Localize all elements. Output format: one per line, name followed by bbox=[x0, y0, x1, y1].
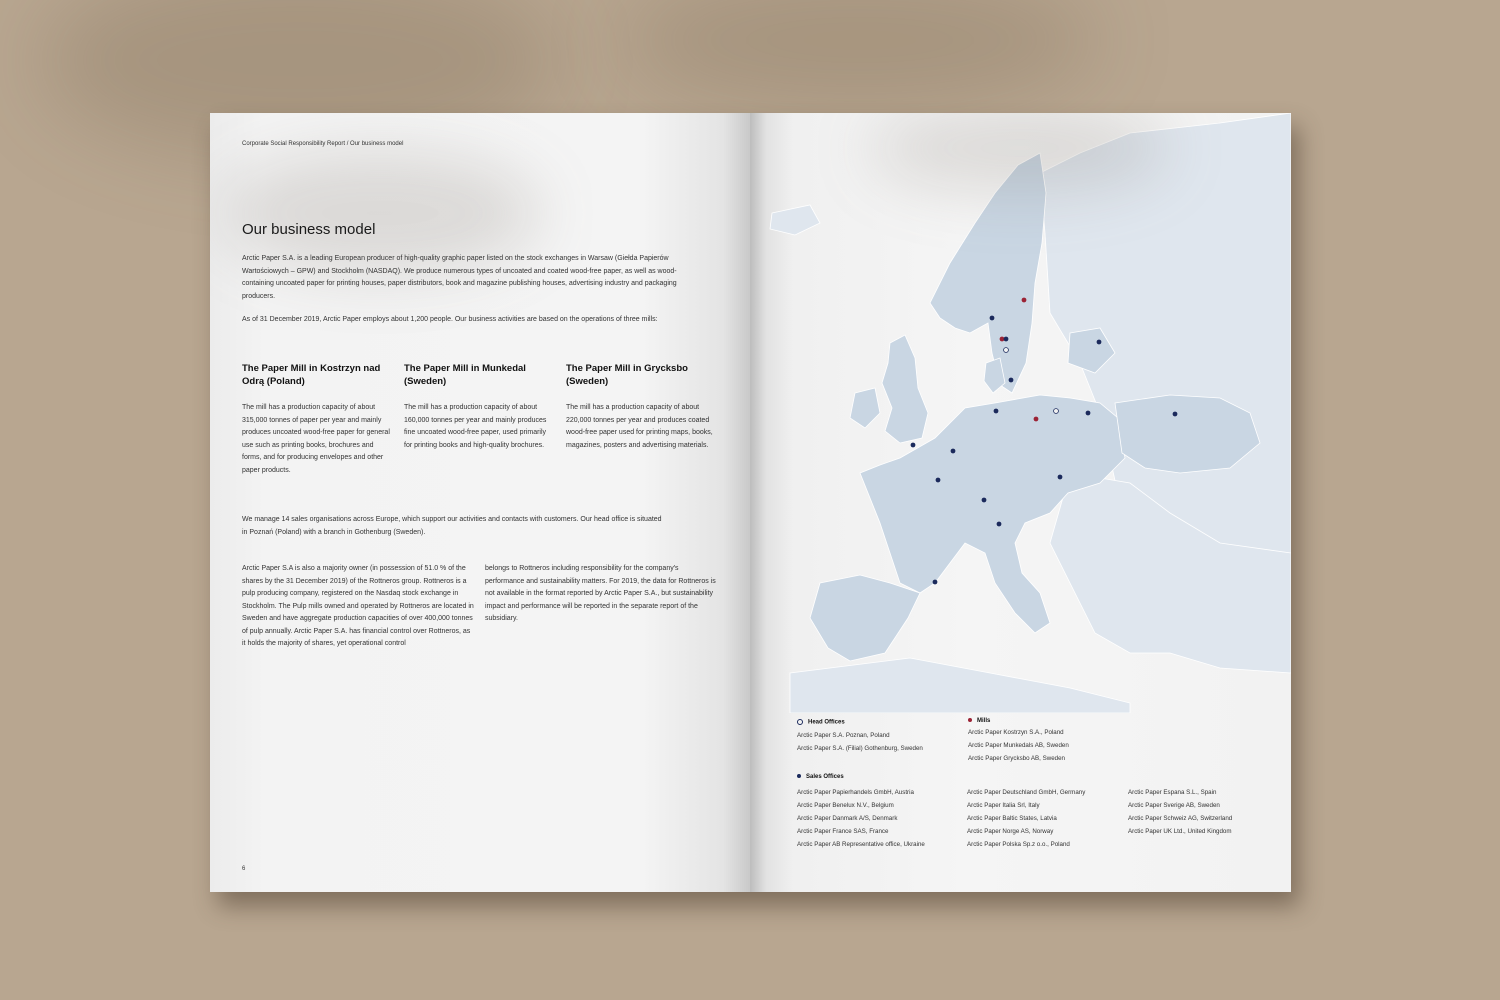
running-head: Corporate Social Responsibility Report / Our business model bbox=[242, 141, 404, 147]
red-dot-icon bbox=[968, 718, 972, 722]
sales-office-marker bbox=[997, 522, 1002, 527]
rottneros-col1: Arctic Paper S.A is also a majority owner (in possession of 51.0 % of the shares by the 31 December 2019) of the Rottneros group. Rottneros is a pulp producing company, registered on the Nasdaq stock exchange in Stockholm. The Pulp mills owned and operated by Rottneros are located in Sweden and have aggregate production capacities of over 400,000 tonnes of pulp annually. Arctic Paper S.A. has financial control over Rottneros, as it holds the majority of shares, yet operational control bbox=[242, 565, 474, 647]
list-item: Arctic Paper AB Representative office, Ukraine bbox=[797, 841, 925, 848]
sales-office-marker bbox=[994, 409, 999, 414]
sales-office-marker bbox=[990, 316, 995, 321]
list-item: Arctic Paper UK Ltd., United Kingdom bbox=[1128, 828, 1232, 835]
sales-office-marker bbox=[1009, 378, 1014, 383]
mill-kostrzyn-title: The Paper Mill in Kostrzyn nad Odrą (Poland) bbox=[242, 363, 381, 387]
leaf-shadow bbox=[620, 0, 1100, 110]
list-item: Arctic Paper S.A. Poznan, Poland bbox=[797, 732, 890, 739]
list-item: Arctic Paper Deutschland GmbH, Germany bbox=[967, 789, 1086, 796]
list-item: Arctic Paper Grycksbo AB, Sweden bbox=[968, 755, 1065, 762]
head-office-marker bbox=[1054, 409, 1059, 414]
left-page bbox=[210, 113, 750, 892]
hollow-dot-icon bbox=[797, 719, 803, 725]
list-item: Arctic Paper Sverige AB, Sweden bbox=[1128, 802, 1220, 809]
list-item: Arctic Paper Munkedals AB, Sweden bbox=[968, 742, 1069, 749]
legend-sales-col2 bbox=[967, 786, 1085, 851]
list-item: Arctic Paper Danmark A/S, Denmark bbox=[797, 815, 898, 822]
legend-head-offices-heading: Head Offices bbox=[797, 719, 845, 726]
list-item: Arctic Paper Espana S.L., Spain bbox=[1128, 789, 1217, 796]
list-item: Arctic Paper Papierhandels GmbH, Austria bbox=[797, 789, 914, 796]
list-item: Arctic Paper Baltic States, Latvia bbox=[967, 815, 1057, 822]
sales-office-marker bbox=[1058, 475, 1063, 480]
employees-paragraph: As of 31 December 2019, Arctic Paper employs about 1,200 people. Our business activities are based on the operations of three mills: bbox=[242, 316, 658, 323]
legend-mills-heading: Mills bbox=[968, 718, 990, 724]
navy-dot-icon bbox=[797, 774, 801, 778]
mill-marker bbox=[1022, 298, 1027, 303]
europe-map bbox=[750, 113, 1291, 713]
sales-paragraph: We manage 14 sales organisations across Europe, which support our activities and contacts with customers. Our head office is situated in Poznań (Poland) with a branch in Gothenburg (Sweden). bbox=[242, 516, 662, 536]
rottneros-col2: belongs to Rottneros including responsibility for the company's performance and sustainability matters. For 2019, the data for Rottneros is not available in the format reported by Arctic Paper S.A., but sustainability impact and performance will be reported in the separate report of the subsidiary. bbox=[485, 565, 716, 622]
list-item: Arctic Paper Kostrzyn S.A., Poland bbox=[968, 729, 1064, 736]
list-item: Arctic Paper S.A. (Filial) Gothenburg, Sweden bbox=[797, 745, 923, 752]
list-item: Arctic Paper Norge AS, Norway bbox=[967, 828, 1054, 835]
mill-munkedal-title: The Paper Mill in Munkedal (Sweden) bbox=[404, 363, 526, 387]
legend-sales-col1 bbox=[797, 786, 925, 851]
mill-grycksbo-title: The Paper Mill in Grycksbo (Sweden) bbox=[566, 363, 688, 387]
sales-office-marker bbox=[936, 478, 941, 483]
sales-office-marker bbox=[1004, 337, 1009, 342]
mill-munkedal-text: The mill has a production capacity of about 160,000 tonnes per year and mainly produces fine uncoated wood-free paper, used primarily for printing books and high-quality brochures. bbox=[404, 404, 547, 449]
sales-office-marker bbox=[911, 443, 916, 448]
brochure-spread bbox=[210, 113, 1291, 892]
list-item: Arctic Paper France SAS, France bbox=[797, 828, 889, 835]
mill-kostrzyn-text: The mill has a production capacity of about 315,000 tonnes of paper per year and mainly produces uncoated wood-free paper for general use such as printing books, brochures and forms, and for producing envelopes and other paper products. bbox=[242, 404, 390, 474]
right-page bbox=[750, 113, 1291, 892]
head-office-marker bbox=[1004, 348, 1009, 353]
sales-office-marker bbox=[1097, 340, 1102, 345]
sales-office-marker bbox=[951, 449, 956, 454]
legend-mills-list bbox=[968, 726, 1069, 765]
list-item: Arctic Paper Schweiz AG, Switzerland bbox=[1128, 815, 1233, 822]
legend-sales-offices-heading: Sales Offices bbox=[797, 774, 844, 780]
mill-marker bbox=[1034, 417, 1039, 422]
sales-office-marker bbox=[1173, 412, 1178, 417]
list-item: Arctic Paper Italia Srl, Italy bbox=[967, 802, 1040, 809]
sales-office-marker bbox=[1086, 411, 1091, 416]
sales-office-marker bbox=[982, 498, 987, 503]
list-item: Arctic Paper Polska Sp.z o.o., Poland bbox=[967, 841, 1070, 848]
intro-paragraph: Arctic Paper S.A. is a leading European producer of high-quality graphic paper listed on the stock exchanges in Warsaw (Giełda Papierów Wartościowych – GPW) and Stockholm (NASDAQ). We produce numerous types of uncoated and coated wood-free paper, as well as wood-containing uncoated paper for printing houses, paper distributors, book and magazine publishing houses, advertising industry and packaging producers. bbox=[242, 255, 677, 300]
list-item: Arctic Paper Benelux N.V., Belgium bbox=[797, 802, 894, 809]
sales-office-marker bbox=[933, 580, 938, 585]
mill-grycksbo-text: The mill has a production capacity of about 220,000 tonnes per year and produces coated wood-free paper used for printing maps, books, magazines, posters and advertising materials. bbox=[566, 404, 713, 449]
page-number: 6 bbox=[242, 866, 246, 872]
legend-head-offices-list bbox=[797, 729, 923, 755]
legend-sales-col3 bbox=[1128, 786, 1232, 838]
page-title: Our business model bbox=[242, 221, 376, 238]
